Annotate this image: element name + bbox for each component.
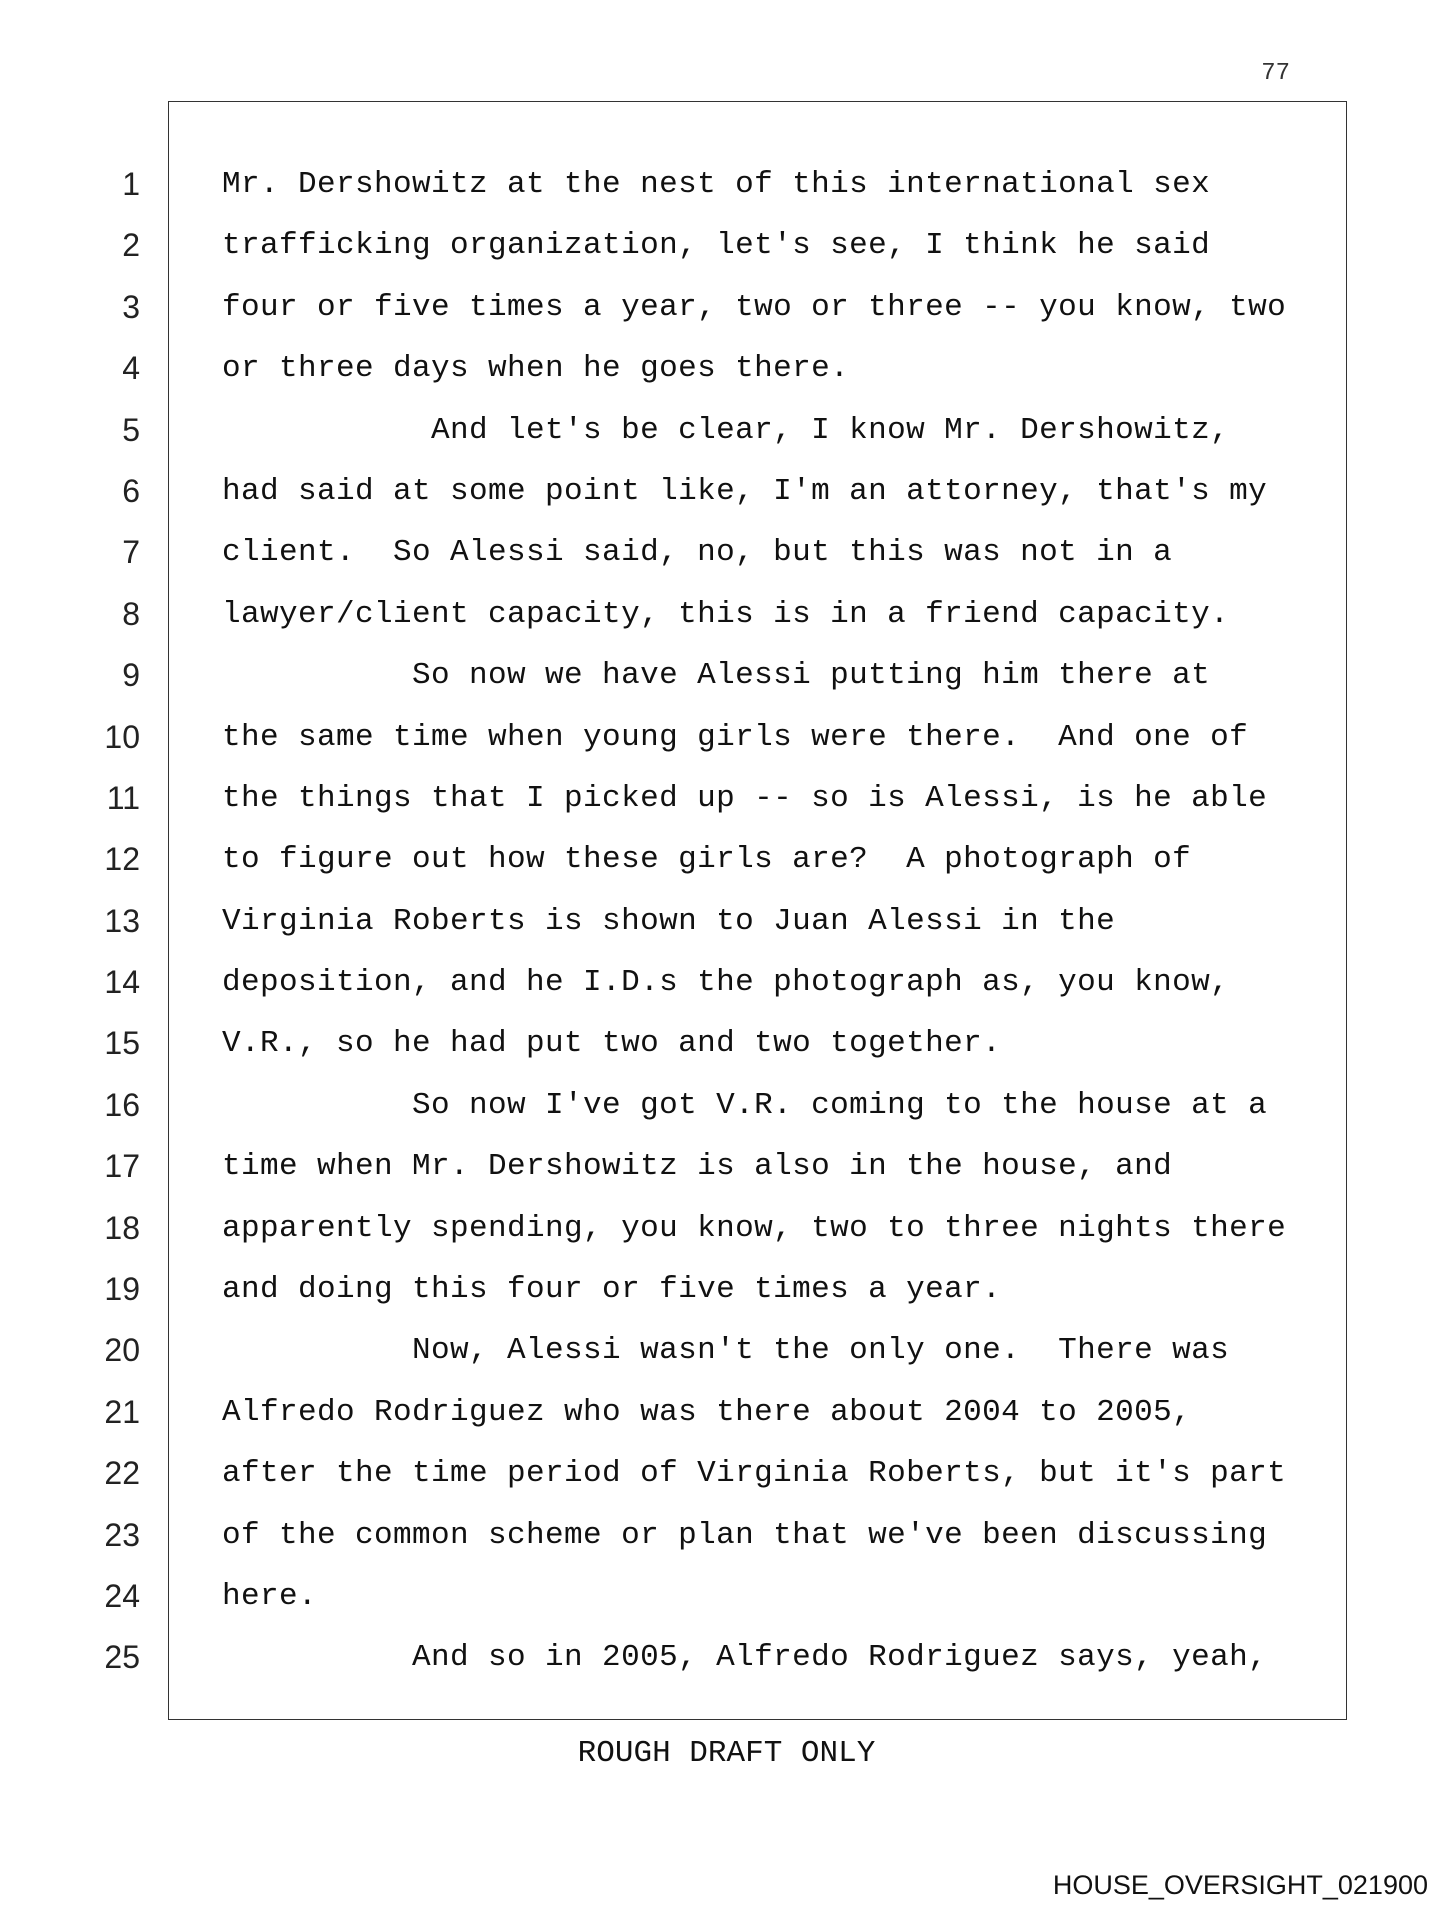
line-number: 13 [104,902,140,939]
transcript-line: So now I've got V.R. coming to the house at a [222,1087,1268,1123]
line-number: 19 [104,1271,140,1308]
line-number: 4 [122,350,140,387]
line-number-column [60,154,140,1689]
transcript-line: the things that I picked up -- so is Alessi, is he able [222,780,1268,816]
line-number: 16 [104,1086,140,1123]
line-number: 12 [104,841,140,878]
transcript-line: lawyer/client capacity, this is in a friend capacity. [222,596,1230,632]
line-number: 17 [104,1148,140,1185]
transcript-line: time when Mr. Dershowitz is also in the house, and [222,1149,1173,1185]
rough-draft-label: ROUGH DRAFT ONLY [577,1736,876,1771]
line-number: 9 [122,657,140,694]
line-number: 7 [122,534,140,571]
transcript-line: to figure out how these girls are? A photograph of [222,842,1192,878]
transcript-line: here. [222,1578,318,1614]
transcript-line: And let's be clear, I know Mr. Dershowitz, [222,412,1230,448]
line-number: 6 [122,472,140,509]
transcript-line: and doing this four or five times a year. [222,1272,1002,1308]
bates-number: HOUSE_OVERSIGHT_021900 [1052,1870,1428,1900]
transcript-line: So now we have Alessi putting him there at [222,658,1211,694]
page-number: 77 [1261,60,1290,87]
transcript-text [222,154,1332,1689]
transcript-line: Mr. Dershowitz at the nest of this international sex [222,167,1211,202]
transcript-line: V.R., so he had put two and two together. [222,1026,1002,1062]
line-number: 21 [104,1393,140,1430]
line-number: 24 [104,1577,140,1614]
line-number: 14 [104,964,140,1001]
line-number: 10 [104,718,140,755]
transcript-line: had said at some point like, I'm an attorney, that's my [222,473,1268,509]
line-number: 3 [122,288,140,325]
transcript-line: Virginia Roberts is shown to Juan Alessi in the [222,903,1116,939]
transcript-line: of the common scheme or plan that we've been discussing [222,1517,1268,1553]
transcript-line: or three days when he goes there. [222,351,850,387]
line-number: 22 [104,1455,140,1492]
transcript-line: Now, Alessi wasn't the only one. There was [222,1333,1230,1369]
line-number: 23 [104,1516,140,1553]
transcript-line: apparently spending, you know, two to three nights there [222,1210,1287,1246]
line-number: 5 [122,411,140,448]
transcript-line: trafficking organization, let's see, I think he said [222,228,1211,264]
line-number: 8 [122,595,140,632]
transcript-line: after the time period of Virginia Roberts, but it's part [222,1456,1287,1492]
line-number: 20 [104,1332,140,1369]
transcript-line: deposition, and he I.D.s the photograph as, you know, [222,965,1230,1001]
line-number: 11 [106,779,140,816]
line-number: 18 [104,1209,140,1246]
line-number: 25 [104,1639,140,1676]
line-number: 1 [122,166,140,202]
transcript-line: the same time when young girls were there. And one of [222,719,1249,755]
line-number: 15 [104,1025,140,1062]
transcript-line: client. So Alessi said, no, but this was not in a [222,535,1173,571]
transcript-line: Alfredo Rodriguez who was there about 2004 to 2005, [222,1394,1192,1430]
transcript-line: And so in 2005, Alfredo Rodriguez says, yeah, [222,1640,1268,1676]
transcript-line: four or five times a year, two or three -- you know, two [222,289,1287,325]
line-number: 2 [122,227,140,264]
